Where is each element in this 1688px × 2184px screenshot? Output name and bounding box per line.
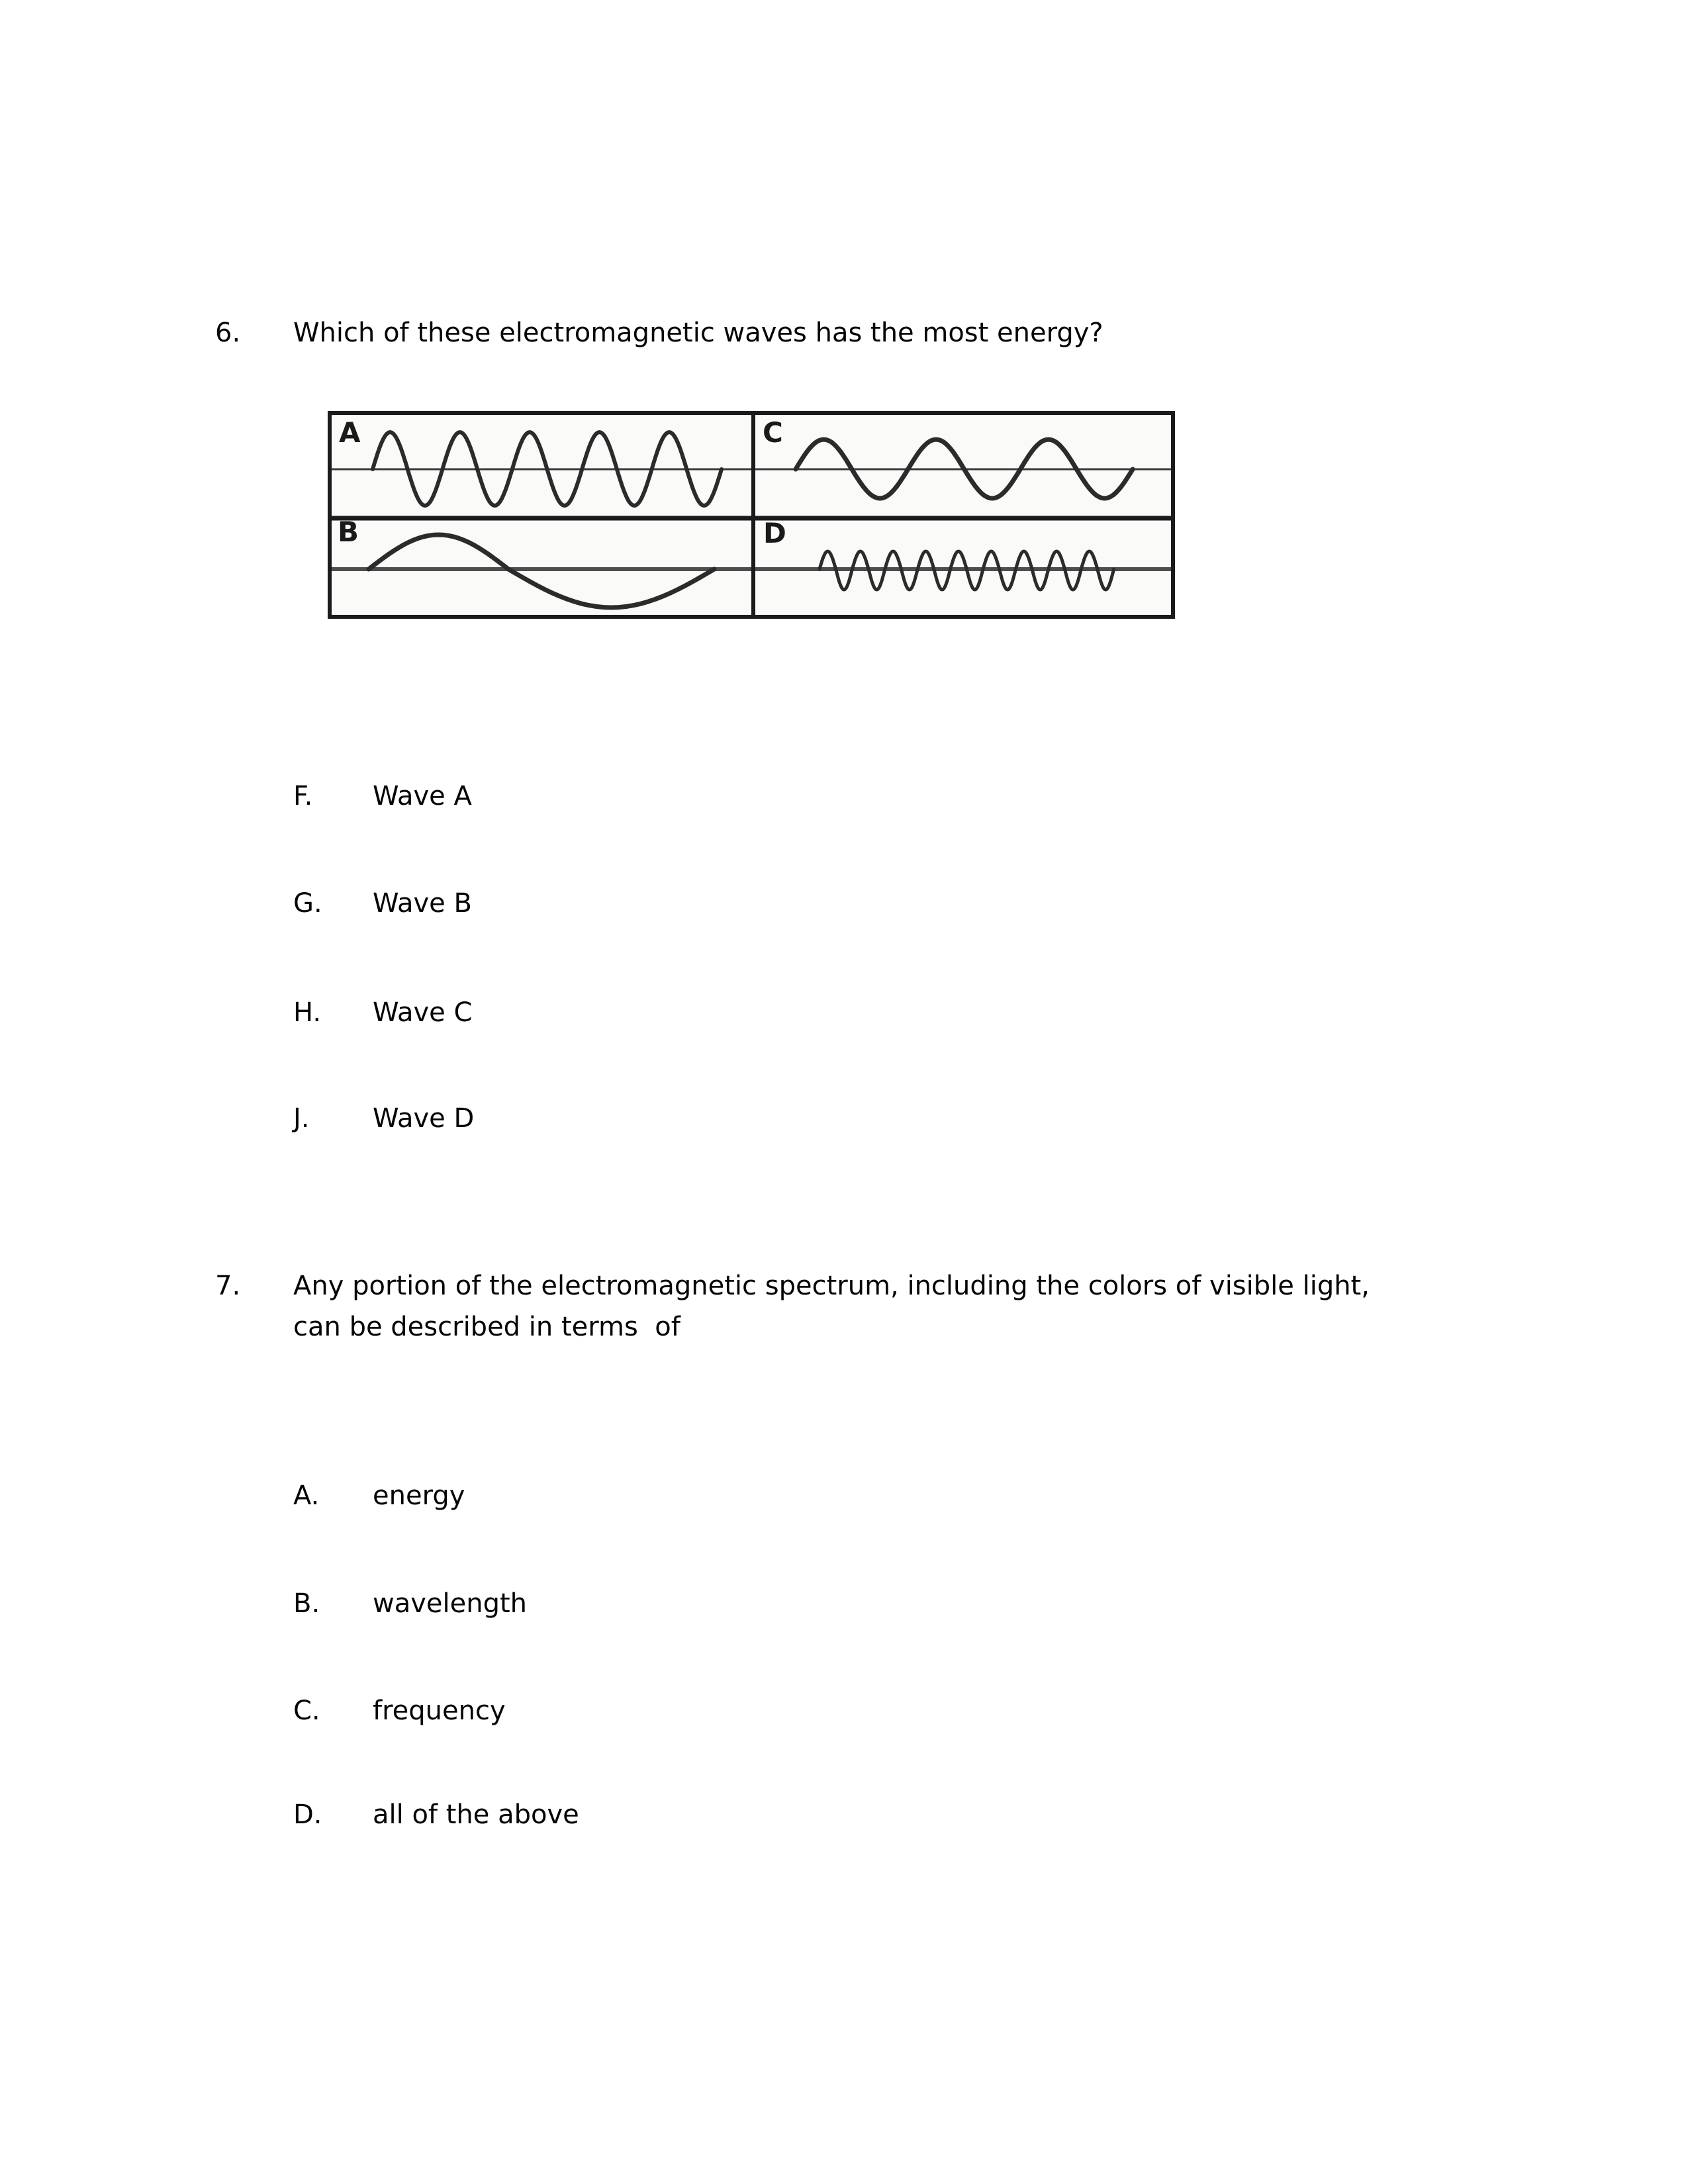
question-7-text-line1: Any portion of the electromagnetic spectrum, including the colors of visible light, — [293, 1271, 1370, 1301]
option-f-label: Wave A — [373, 781, 472, 811]
wave-label-A: A — [339, 416, 361, 449]
option-c-label: frequency — [373, 1696, 506, 1726]
option-b-label: wavelength — [373, 1588, 528, 1619]
option-b-letter: B. — [293, 1588, 320, 1619]
wave-label-C: C — [763, 416, 783, 449]
question-7-number: 7. — [215, 1271, 241, 1301]
option-a-letter: A. — [293, 1480, 320, 1511]
option-j-letter: J. — [293, 1103, 310, 1134]
option-g-letter: G. — [293, 888, 322, 919]
option-f-letter: F. — [293, 781, 313, 811]
option-g-label: Wave B — [373, 888, 472, 919]
option-h-label: Wave C — [373, 997, 473, 1028]
waves-figure-svg — [328, 411, 1175, 619]
wave-label-D: D — [763, 517, 786, 549]
question-6-number: 6. — [215, 318, 241, 348]
option-d-label: all of the above — [373, 1799, 579, 1830]
waves-figure — [328, 411, 1175, 619]
wave-label-B: B — [338, 516, 359, 548]
question-7-text-line2: can be described in terms of — [293, 1312, 680, 1342]
question-6-text: Which of these electromagnetic waves has the most energy? — [293, 318, 1103, 348]
option-h-letter: H. — [293, 997, 322, 1028]
option-j-label: Wave D — [373, 1103, 475, 1134]
option-c-letter: C. — [293, 1696, 320, 1726]
option-d-letter: D. — [293, 1799, 322, 1830]
option-a-label: energy — [373, 1480, 465, 1511]
